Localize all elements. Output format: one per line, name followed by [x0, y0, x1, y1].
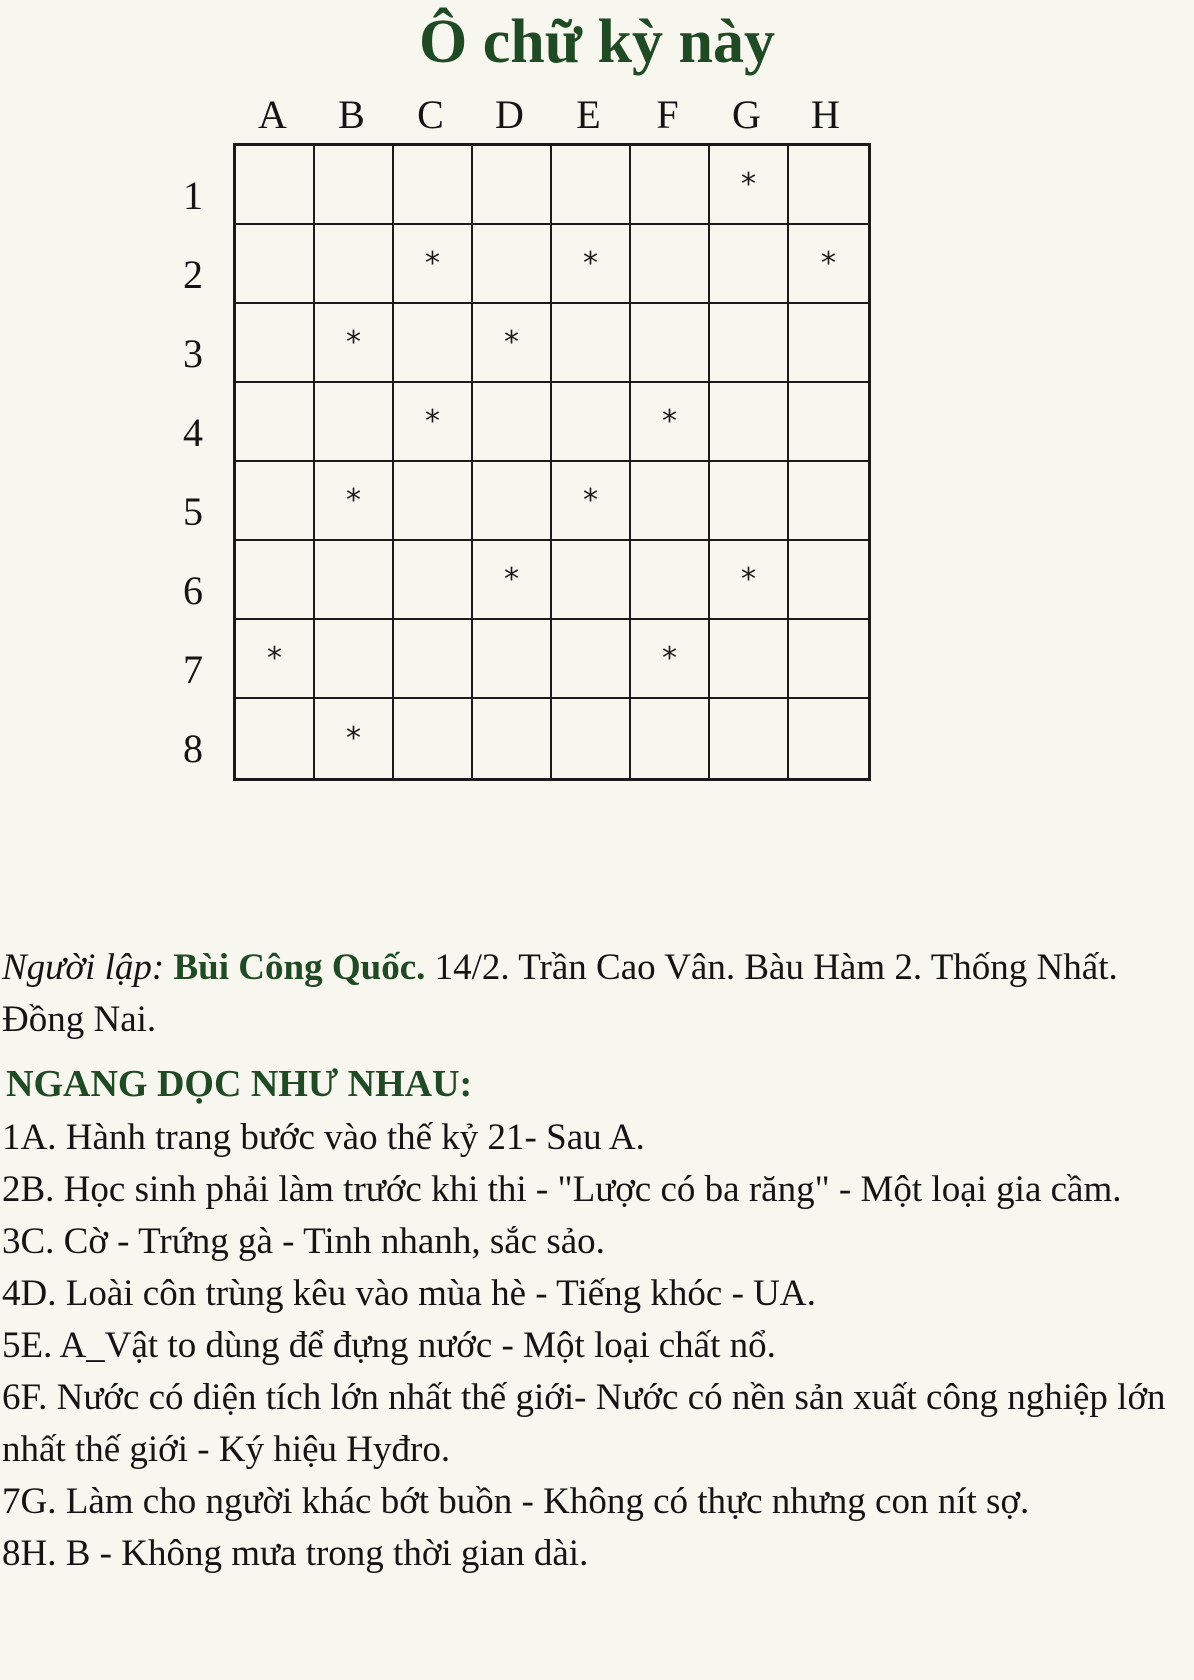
author-name: Bùi Công Quốc. — [173, 947, 426, 988]
grid-cell-1f[interactable] — [631, 146, 710, 225]
grid-cell-8c[interactable] — [394, 699, 473, 778]
grid-cell-7b[interactable] — [315, 620, 394, 699]
grid-cell-2e-blocked: * — [552, 225, 631, 304]
grid-cell-6c[interactable] — [394, 541, 473, 620]
row-label-3: 3 — [183, 331, 203, 376]
grid-cell-3d-blocked: * — [473, 304, 552, 383]
column-label-h: H — [811, 92, 840, 137]
grid-cell-4f-blocked: * — [631, 383, 710, 462]
grid-cell-4d[interactable] — [473, 383, 552, 462]
grid-cell-1d[interactable] — [473, 146, 552, 225]
author-label: Người lập: — [2, 947, 165, 988]
clue-3c: 3C. Cờ - Trứng gà - Tinh nhanh, sắc sảo. — [2, 1221, 605, 1262]
grid-cell-5b-blocked: * — [315, 462, 394, 541]
grid-cell-7e[interactable] — [552, 620, 631, 699]
grid-cell-7a-blocked: * — [236, 620, 315, 699]
author-address: 14/2. Trần Cao Vân. Bàu Hàm 2. Thống Nhất. Đồng Nai. — [2, 947, 1118, 1040]
column-label-b: B — [338, 92, 365, 137]
grid-cell-2h-blocked: * — [789, 225, 868, 304]
column-label-c: C — [417, 92, 444, 137]
grid-cell-8h[interactable] — [789, 699, 868, 778]
grid-cell-4g[interactable] — [710, 383, 789, 462]
crossword-grid — [233, 143, 871, 781]
grid-cell-6e[interactable] — [552, 541, 631, 620]
grid-cell-8b-blocked: * — [315, 699, 394, 778]
grid-cell-6a[interactable] — [236, 541, 315, 620]
grid-cell-1h[interactable] — [789, 146, 868, 225]
clue-4d: 4D. Loài côn trùng kêu vào mùa hè - Tiếng khóc - UA. — [2, 1273, 816, 1314]
clue-7g: 7G. Làm cho người khác bớt buồn - Không có thực nhưng con nít sợ. — [2, 1481, 1030, 1522]
grid-cell-7h[interactable] — [789, 620, 868, 699]
grid-cell-5f[interactable] — [631, 462, 710, 541]
page-title: Ô chữ kỳ này — [419, 8, 775, 76]
grid-cell-7g[interactable] — [710, 620, 789, 699]
grid-cell-3b-blocked: * — [315, 304, 394, 383]
clue-2b: 2B. Học sinh phải làm trước khi thi - "Lược có ba răng" - Một loại gia cầm. — [2, 1169, 1122, 1210]
author-credit — [2, 942, 1187, 1046]
grid-cell-2d[interactable] — [473, 225, 552, 304]
clue-8h: 8H. B - Không mưa trong thời gian dài. — [2, 1533, 589, 1574]
grid-cell-8a[interactable] — [236, 699, 315, 778]
clue-list — [2, 1112, 1188, 1580]
grid-cell-2f[interactable] — [631, 225, 710, 304]
grid-cell-5h[interactable] — [789, 462, 868, 541]
grid-cell-4b[interactable] — [315, 383, 394, 462]
column-label-e: E — [576, 92, 601, 137]
column-label-g: G — [732, 92, 761, 137]
grid-cell-7c[interactable] — [394, 620, 473, 699]
clues-heading: NGANG DỌC NHƯ NHAU: — [6, 1063, 473, 1105]
row-label-1: 1 — [183, 173, 203, 218]
grid-cell-6h[interactable] — [789, 541, 868, 620]
grid-cell-3a[interactable] — [236, 304, 315, 383]
grid-cell-3h[interactable] — [789, 304, 868, 383]
column-label-a: A — [258, 92, 287, 137]
grid-cell-2a[interactable] — [236, 225, 315, 304]
grid-cell-1a[interactable] — [236, 146, 315, 225]
grid-cell-6d-blocked: * — [473, 541, 552, 620]
grid-cell-4c-blocked: * — [394, 383, 473, 462]
column-label-f: F — [656, 92, 679, 137]
grid-cell-5c[interactable] — [394, 462, 473, 541]
grid-cell-6f[interactable] — [631, 541, 710, 620]
grid-cell-3f[interactable] — [631, 304, 710, 383]
grid-cell-8d[interactable] — [473, 699, 552, 778]
grid-cell-4a[interactable] — [236, 383, 315, 462]
grid-cell-7f-blocked: * — [631, 620, 710, 699]
grid-cell-5d[interactable] — [473, 462, 552, 541]
clue-6f: 6F. Nước có diện tích lớn nhất thế giới- Nước có nền sản xuất công nghiệp lớn nhất thế giới - Ký hiệu Hyđro. — [2, 1377, 1166, 1470]
grid-cell-4h[interactable] — [789, 383, 868, 462]
grid-cell-5g[interactable] — [710, 462, 789, 541]
column-label-d: D — [495, 92, 524, 137]
grid-cell-4e[interactable] — [552, 383, 631, 462]
grid-cell-8e[interactable] — [552, 699, 631, 778]
grid-cell-3e[interactable] — [552, 304, 631, 383]
grid-cell-5e-blocked: * — [552, 462, 631, 541]
column-labels — [0, 90, 1194, 140]
grid-cell-8f[interactable] — [631, 699, 710, 778]
row-label-6: 6 — [183, 568, 203, 613]
grid-cell-5a[interactable] — [236, 462, 315, 541]
grid-cell-8g[interactable] — [710, 699, 789, 778]
row-label-8: 8 — [183, 726, 203, 771]
grid-cell-2g[interactable] — [710, 225, 789, 304]
grid-cell-6b[interactable] — [315, 541, 394, 620]
grid-cell-6g-blocked: * — [710, 541, 789, 620]
grid-cell-3g[interactable] — [710, 304, 789, 383]
grid-cell-3c[interactable] — [394, 304, 473, 383]
row-label-2: 2 — [183, 252, 203, 297]
row-label-4: 4 — [183, 410, 203, 455]
grid-cell-1e[interactable] — [552, 146, 631, 225]
clue-1a: 1A. Hành trang bước vào thế kỷ 21- Sau A. — [2, 1117, 645, 1158]
grid-cell-2b[interactable] — [315, 225, 394, 304]
grid-cell-7d[interactable] — [473, 620, 552, 699]
grid-cell-2c-blocked: * — [394, 225, 473, 304]
clue-5e: 5E. A_Vật to dùng để đựng nước - Một loại chất nổ. — [2, 1325, 776, 1366]
row-label-7: 7 — [183, 647, 203, 692]
grid-cell-1g-blocked: * — [710, 146, 789, 225]
grid-cell-1b[interactable] — [315, 146, 394, 225]
grid-cell-1c[interactable] — [394, 146, 473, 225]
row-label-5: 5 — [183, 489, 203, 534]
